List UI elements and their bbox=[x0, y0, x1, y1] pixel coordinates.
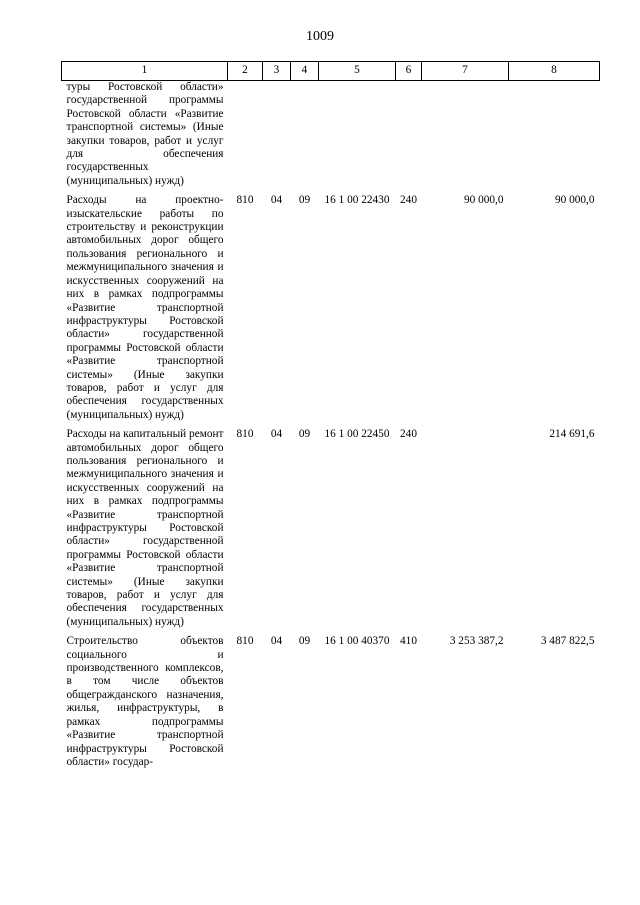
row-expense-type bbox=[396, 81, 422, 195]
row-ministry-code: 810 bbox=[236, 428, 254, 441]
row-target-article: 16 1 00 40370 bbox=[324, 635, 390, 648]
row-target-article bbox=[319, 81, 396, 195]
table-header-row bbox=[62, 62, 600, 81]
header-col-2: 2 bbox=[228, 62, 263, 81]
row-subsection-code: 09 bbox=[298, 428, 311, 441]
row-description: Расходы на капитальный ремонт автомобильных дорог общего пользования регионального и межмуниципального значения и искусственных сооружений на них в рамках подпрограммы «Развитие транспортной инфраструктуры Ростовской области» государственной программы Ростовской области «Развитие транспортной системы» (Иные закупки товаров, работ и услуг для обеспечения государственных (муниципальных) нужд) bbox=[66, 428, 224, 628]
row-section-code: 04 bbox=[270, 428, 283, 441]
row-amount-year-1 bbox=[422, 428, 509, 635]
header-col-5: 5 bbox=[319, 62, 396, 81]
header-col-7: 7 bbox=[422, 62, 509, 81]
page-number: 1009 bbox=[306, 29, 334, 44]
row-expense-type: 240 bbox=[400, 194, 417, 207]
row-section-code: 04 bbox=[270, 635, 283, 648]
table-row bbox=[62, 81, 600, 195]
budget-table-container bbox=[61, 61, 599, 775]
row-subsection-code: 09 bbox=[298, 635, 311, 648]
row-target-article: 16 1 00 22450 bbox=[324, 428, 390, 441]
row-expense-type: 410 bbox=[400, 635, 417, 648]
row-section-code bbox=[263, 81, 291, 195]
row-amount-year-2 bbox=[509, 81, 600, 195]
table-row bbox=[62, 635, 600, 775]
header-col-4: 4 bbox=[291, 62, 319, 81]
row-amount-year-2: 214 691,6 bbox=[549, 428, 595, 441]
table-row bbox=[62, 428, 600, 635]
row-subsection-code bbox=[291, 81, 319, 195]
row-subsection-code: 09 bbox=[298, 194, 311, 207]
row-amount-year-2: 3 487 822,5 bbox=[540, 635, 595, 648]
row-ministry-code: 810 bbox=[236, 194, 254, 207]
row-description: Расходы на проектно-изыскательские работы по строительству и реконструкции автомобильных дорог общего пользования регионального и межмуниципального значения и искусственных сооружений на них в рамках подпрограммы «Развитие транспортной инфраструктуры Ростовской области» государственной программы Ростовской области «Развитие транспортной системы» (Иные закупки товаров, работ и услуг для обеспечения государственных (муниципальных) нужд) bbox=[66, 194, 224, 421]
table-row bbox=[62, 194, 600, 428]
row-description: Строительство объектов социального и производственного комплексов, в том числе объектов общегражданского назначения, жилья, инфраструктуры, в рамках подпрограммы «Развитие транспортной инфраструктуры Ростовской области» государ- bbox=[66, 635, 224, 768]
row-section-code: 04 bbox=[270, 194, 283, 207]
row-amount-year-1: 90 000,0 bbox=[463, 194, 504, 207]
row-amount-year-1: 3 253 387,2 bbox=[449, 635, 504, 648]
row-amount-year-2: 90 000,0 bbox=[554, 194, 595, 207]
header-col-6: 6 bbox=[396, 62, 422, 81]
budget-table bbox=[61, 61, 600, 775]
row-ministry-code bbox=[228, 81, 263, 195]
row-ministry-code: 810 bbox=[236, 635, 254, 648]
header-col-1: 1 bbox=[62, 62, 228, 81]
row-amount-year-1 bbox=[422, 81, 509, 195]
row-target-article: 16 1 00 22430 bbox=[324, 194, 390, 207]
header-col-3: 3 bbox=[263, 62, 291, 81]
row-expense-type: 240 bbox=[400, 428, 417, 441]
header-col-8: 8 bbox=[509, 62, 600, 81]
row-description: туры Ростовской области» государственной программы Ростовской области «Развитие транспортной системы» (Иные закупки товаров, работ и услуг для обеспечения государственных (муниципальных) нужд) bbox=[66, 81, 224, 187]
